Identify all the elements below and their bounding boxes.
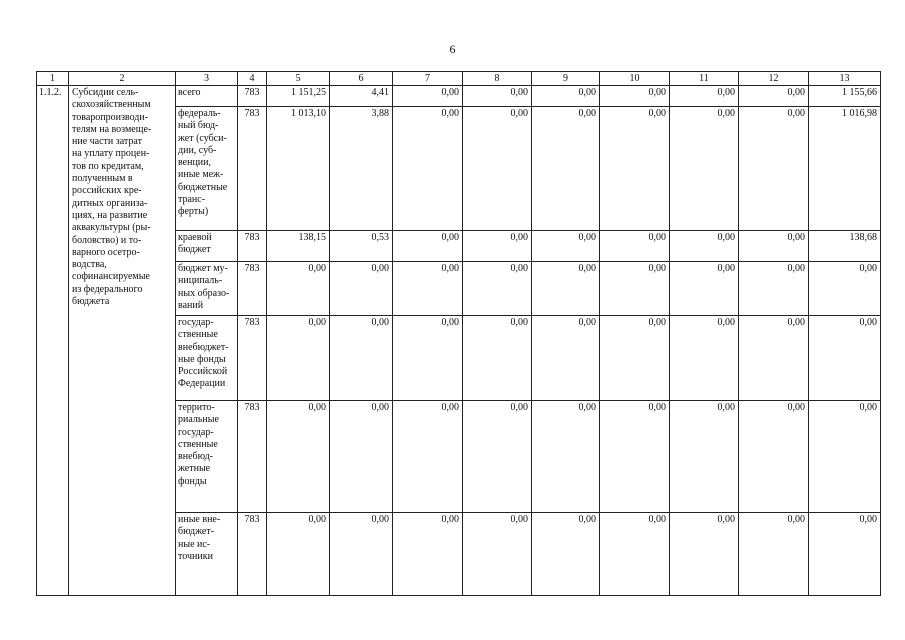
value-cell: 0,00 — [532, 316, 600, 401]
item-description: Субсидии сель- скохозяйственным товаропроизводи- телям на возмеще- ние части затрат на уплату процен- тов по кредитам, полученным в российских кре- дитных организа- циях, на развитие аквакультуры (ры- боловство) и то- варного осетро- водства, софинансируемые из федерального бюджета — [69, 86, 176, 596]
value-cell: 0,00 — [330, 401, 393, 513]
funding-source: государ- ственные внебюджет- ные фонды Российской Федерации — [176, 316, 238, 401]
code-cell: 783 — [238, 107, 267, 231]
value-cell: 0,00 — [267, 316, 330, 401]
column-header: 1 — [37, 72, 69, 86]
header-row — [37, 72, 881, 86]
value-cell: 0,00 — [393, 316, 463, 401]
value-cell: 0,00 — [600, 231, 670, 262]
value-cell: 0,00 — [463, 262, 532, 316]
value-cell: 0,00 — [463, 513, 532, 596]
column-header: 12 — [739, 72, 809, 86]
value-cell: 0,00 — [532, 107, 600, 231]
budget-table — [36, 71, 881, 596]
value-cell: 0,00 — [330, 262, 393, 316]
column-header: 3 — [176, 72, 238, 86]
value-cell: 0,00 — [532, 401, 600, 513]
value-cell: 0,00 — [670, 513, 739, 596]
value-cell: 0,00 — [393, 107, 463, 231]
value-cell: 0,00 — [809, 401, 881, 513]
value-cell: 0,00 — [739, 107, 809, 231]
value-cell: 0,00 — [267, 262, 330, 316]
value-cell: 0,00 — [670, 316, 739, 401]
value-cell: 4,41 — [330, 86, 393, 107]
value-cell: 138,15 — [267, 231, 330, 262]
page-number: 6 — [449, 42, 456, 56]
column-header: 2 — [69, 72, 176, 86]
value-cell: 0,00 — [739, 401, 809, 513]
value-cell: 0,00 — [809, 262, 881, 316]
code-cell: 783 — [238, 86, 267, 107]
value-cell: 0,00 — [267, 513, 330, 596]
value-cell: 0,00 — [739, 316, 809, 401]
funding-source: федераль- ный бюд- жет (субси- дии, суб- венции, иные меж- бюджетные транс- ферты) — [176, 107, 238, 231]
code-cell: 783 — [238, 513, 267, 596]
value-cell: 0,00 — [532, 86, 600, 107]
value-cell: 0,53 — [330, 231, 393, 262]
value-cell: 138,68 — [809, 231, 881, 262]
value-cell: 0,00 — [809, 513, 881, 596]
value-cell: 0,00 — [670, 86, 739, 107]
value-cell: 0,00 — [267, 401, 330, 513]
value-cell: 0,00 — [600, 86, 670, 107]
column-header: 5 — [267, 72, 330, 86]
code-cell: 783 — [238, 231, 267, 262]
column-header: 11 — [670, 72, 739, 86]
value-cell: 0,00 — [463, 86, 532, 107]
value-cell: 0,00 — [393, 231, 463, 262]
value-cell: 0,00 — [532, 262, 600, 316]
value-cell: 0,00 — [600, 401, 670, 513]
value-cell: 0,00 — [600, 316, 670, 401]
funding-source: иные вне- бюджет- ные ис- точники — [176, 513, 238, 596]
value-cell: 1 013,10 — [267, 107, 330, 231]
column-header: 10 — [600, 72, 670, 86]
value-cell: 0,00 — [739, 513, 809, 596]
value-cell: 0,00 — [393, 86, 463, 107]
value-cell: 0,00 — [600, 262, 670, 316]
table-row — [37, 86, 881, 107]
value-cell: 1 155,66 — [809, 86, 881, 107]
code-cell: 783 — [238, 262, 267, 316]
value-cell: 0,00 — [670, 107, 739, 231]
value-cell: 0,00 — [600, 513, 670, 596]
value-cell: 0,00 — [463, 316, 532, 401]
value-cell: 0,00 — [600, 107, 670, 231]
column-header: 7 — [393, 72, 463, 86]
column-header: 4 — [238, 72, 267, 86]
code-cell: 783 — [238, 401, 267, 513]
column-header: 9 — [532, 72, 600, 86]
value-cell: 0,00 — [463, 231, 532, 262]
value-cell: 0,00 — [393, 262, 463, 316]
funding-source: террито- риальные государ- ственные внебюд- жетные фонды — [176, 401, 238, 513]
column-header: 6 — [330, 72, 393, 86]
value-cell: 0,00 — [330, 316, 393, 401]
column-header: 8 — [463, 72, 532, 86]
code-cell: 783 — [238, 316, 267, 401]
value-cell: 0,00 — [670, 262, 739, 316]
value-cell: 3,88 — [330, 107, 393, 231]
value-cell: 0,00 — [670, 401, 739, 513]
value-cell: 0,00 — [393, 513, 463, 596]
funding-source: бюджет му- ниципаль- ных образо- ваний — [176, 262, 238, 316]
value-cell: 0,00 — [393, 401, 463, 513]
value-cell: 0,00 — [532, 231, 600, 262]
value-cell: 0,00 — [330, 513, 393, 596]
value-cell: 0,00 — [670, 231, 739, 262]
column-header: 13 — [809, 72, 881, 86]
value-cell: 0,00 — [739, 86, 809, 107]
value-cell: 1 151,25 — [267, 86, 330, 107]
value-cell: 0,00 — [463, 401, 532, 513]
value-cell: 0,00 — [739, 262, 809, 316]
value-cell: 1 016,98 — [809, 107, 881, 231]
item-index: 1.1.2. — [37, 86, 69, 596]
value-cell: 0,00 — [739, 231, 809, 262]
value-cell: 0,00 — [463, 107, 532, 231]
value-cell: 0,00 — [809, 316, 881, 401]
value-cell: 0,00 — [532, 513, 600, 596]
funding-source: краевой бюджет — [176, 231, 238, 262]
funding-source: всего — [176, 86, 238, 107]
